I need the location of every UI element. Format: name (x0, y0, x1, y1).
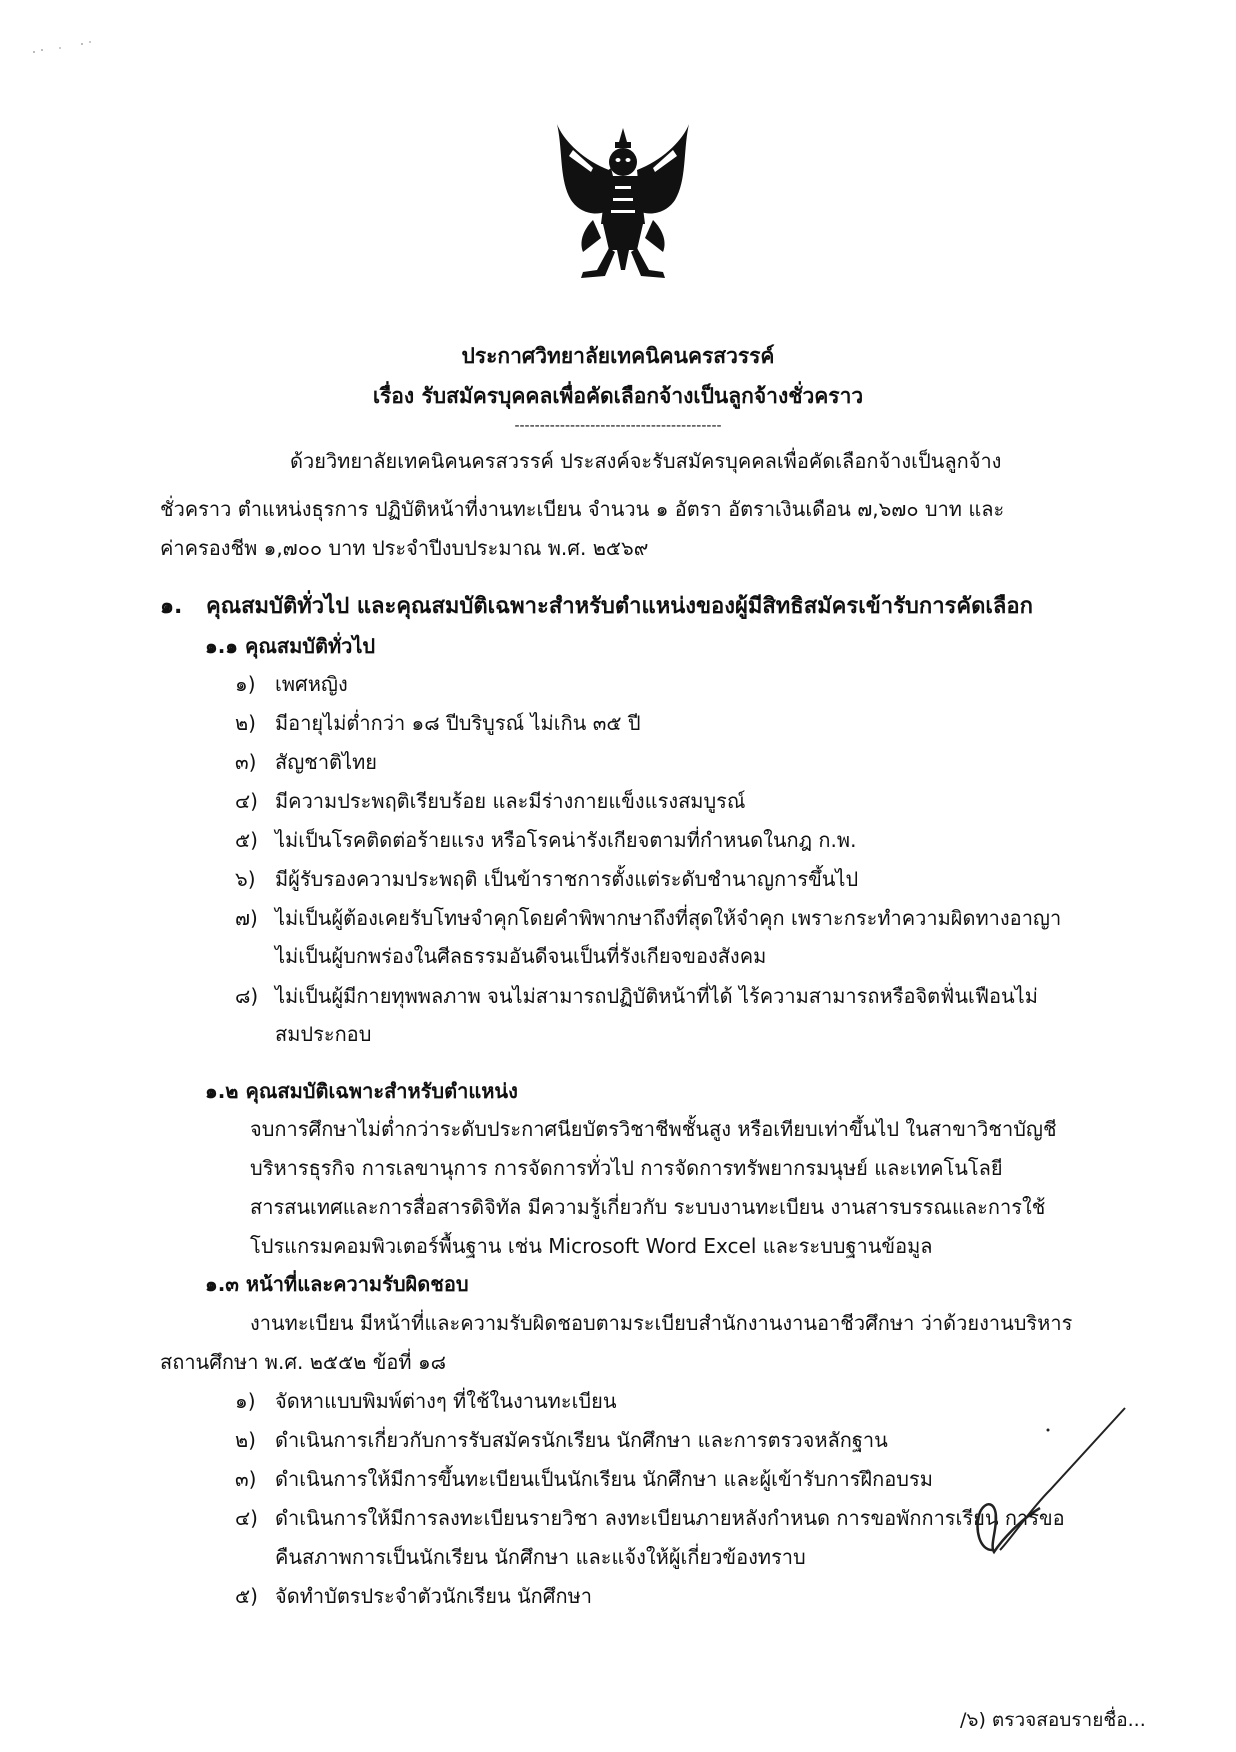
scan-specks (30, 38, 100, 58)
section-1-number: ๑. (160, 594, 183, 619)
s13-item: ๔) ดำเนินการให้มีการลงทะเบียนรายวิชา ลงทะเบียนภายหลังกำหนด การขอพักการเรียน การขอ (235, 1506, 1065, 1530)
title-divider: ----------------------------------------- (514, 418, 722, 434)
s11-item: ๖) มีผู้รับรองความประพฤติ เป็นข้าราชการตั้งแต่ระดับชำนาญการขึ้นไป (235, 867, 859, 891)
s12-line: บริหารธุรกิจ การเลขานุการ การจัดการทั่วไป การจัดการทรัพยากรมนุษย์ และเทคโนโลยี (250, 1156, 1003, 1180)
s11-item: ๕) ไม่เป็นโรคติดต่อร้ายแรง หรือโรคน่ารังเกียจตามที่กำหนดในกฎ ก.พ. (235, 828, 857, 852)
s12-line: สารสนเทศและการสื่อสารดิจิทัล มีความรู้เกี่ยวกับ ระบบงานทะเบียน งานสารบรรณและการใช้ (250, 1195, 1046, 1219)
s11-item: ๒) มีอายุไม่ต่ำกว่า ๑๘ ปีบริบูรณ์ ไม่เกิน ๓๕ ปี (235, 711, 641, 735)
section-1-heading (160, 588, 1033, 623)
intro-line-3: ค่าครองชีพ ๑,๗๐๐ บาท ประจำปีงบประมาณ พ.ศ. ๒๕๖๙ (160, 536, 649, 560)
s13-intro-line-2: สถานศึกษา พ.ศ. ๒๕๕๒ ข้อที่ ๑๘ (160, 1350, 447, 1374)
s13-intro-line-1: งานทะเบียน มีหน้าที่และความรับผิดชอบตามระเบียบสำนักงานงานอาชีวศึกษา ว่าด้วยงานบริหาร (250, 1311, 1073, 1335)
s13-item: ๒) ดำเนินการเกี่ยวกับการรับสมัครนักเรียน นักศึกษา และการตรวจหลักฐาน (235, 1428, 888, 1452)
intro-line-1: ด้วยวิทยาลัยเทคนิคนครสวรรค์ ประสงค์จะรับสมัครบุคคลเพื่อคัดเลือกจ้างเป็นลูกจ้าง (290, 449, 1002, 473)
s13-item-continued: คืนสภาพการเป็นนักเรียน นักศึกษา และแจ้งให้ผู้เกี่ยวข้องทราบ (275, 1545, 806, 1569)
continuation-note: /๖) ตรวจสอบรายชื่อ... (960, 1709, 1146, 1731)
s11-item: ๗) ไม่เป็นผู้ต้องเคยรับโทษจำคุกโดยคำพิพากษาถึงที่สุดให้จำคุก เพราะกระทำความผิดทางอาญา (235, 906, 1062, 930)
s11-item: ๔) มีความประพฤติเรียบร้อย และมีร่างกายแข็งแรงสมบูรณ์ (235, 789, 746, 813)
s11-item-continued: สมประกอบ (275, 1022, 372, 1046)
announcement-title: ประกาศวิทยาลัยเทคนิคนครสวรรค์ (461, 344, 775, 368)
s11-item: ๘) ไม่เป็นผู้มีกายทุพพลภาพ จนไม่สามารถปฏิบัติหน้าที่ได้ ไร้ความสามารถหรือจิตฟั่นเฟือนไม่ (235, 984, 1038, 1008)
s11-item: ๑) เพศหญิง (235, 672, 348, 696)
intro-line-2: ชั่วคราว ตำแหน่งธุรการ ปฏิบัติหน้าที่งานทะเบียน จำนวน ๑ อัตรา อัตราเงินเดือน ๗,๖๗๐ บาท และ (160, 497, 1005, 521)
s12-line: จบการศึกษาไม่ต่ำกว่าระดับประกาศนียบัตรวิชาชีพชั้นสูง หรือเทียบเท่าขึ้นไป ในสาขาวิชาบัญชี (250, 1117, 1057, 1141)
section-1-1-heading: ๑.๑ คุณสมบัติทั่วไป (205, 634, 376, 658)
signature-mark-icon (950, 1400, 1130, 1560)
s13-item: ๓) ดำเนินการให้มีการขึ้นทะเบียนเป็นนักเรียน นักศึกษา และผู้เข้ารับการฝึกอบรม (235, 1467, 933, 1491)
announcement-subject: เรื่อง รับสมัครบุคคลเพื่อคัดเลือกจ้างเป็นลูกจ้างชั่วคราว (372, 384, 864, 408)
s13-item: ๑) จัดหาแบบพิมพ์ต่างๆ ที่ใช้ในงานทะเบียน (235, 1389, 617, 1413)
s13-item: ๕) จัดทำบัตรประจำตัวนักเรียน นักศึกษา (235, 1584, 593, 1608)
s11-item: ๓) สัญชาติไทย (235, 750, 378, 774)
section-1-title: คุณสมบัติทั่วไป และคุณสมบัติเฉพาะสำหรับตำแหน่งของผู้มีสิทธิสมัครเข้ารับการคัดเลือก (206, 594, 1033, 619)
s12-line: โปรแกรมคอมพิวเตอร์พื้นฐาน เช่น Microsoft Word Excel และระบบฐานข้อมูล (250, 1234, 933, 1258)
section-1-2-heading: ๑.๒ คุณสมบัติเฉพาะสำหรับตำแหน่ง (205, 1079, 518, 1103)
s11-item-continued: ไม่เป็นผู้บกพร่องในศีลธรรมอันดีจนเป็นที่รังเกียจของสังคม (275, 944, 767, 968)
section-1-3-heading: ๑.๓ หน้าที่และความรับผิดชอบ (205, 1272, 469, 1296)
garuda-emblem-icon (553, 120, 693, 288)
